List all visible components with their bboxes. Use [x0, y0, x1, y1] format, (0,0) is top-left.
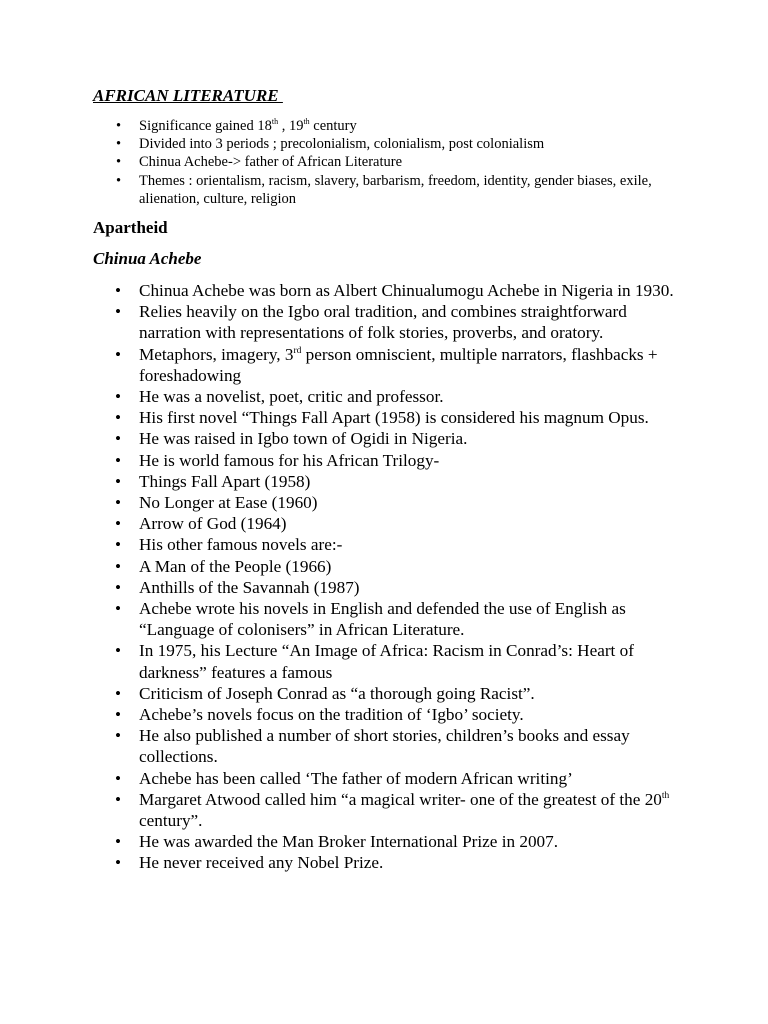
- section-heading-apartheid: Apartheid: [93, 218, 168, 237]
- list-item: [139, 172, 699, 208]
- list-item: [139, 556, 684, 577]
- list-item: [139, 640, 684, 682]
- list-item: [139, 386, 684, 407]
- list-item-text: Things Fall Apart (1958): [139, 471, 311, 491]
- list-item-text: No Longer at Ease (1960): [139, 493, 318, 513]
- list-item-text: Achebe has been called ‘The father of modern African writing’: [139, 768, 573, 788]
- list-item-text: Metaphors, imagery, 3: [139, 344, 294, 364]
- list-item: [139, 135, 699, 153]
- list-item-text: He was a novelist, poet, critic and professor.: [139, 387, 444, 407]
- list-item-text: Achebe’s novels focus on the tradition of ‘Igbo’ society.: [139, 705, 524, 725]
- document-title: AFRICAN LITERATURE: [93, 86, 283, 105]
- list-item: [139, 513, 684, 534]
- list-item-text: Divided into 3 periods ; precolonialism, colonialism, post colonialism: [139, 136, 545, 153]
- list-item-text: His first novel “Things Fall Apart (1958) is considered his magnum Opus.: [139, 408, 649, 428]
- list-item-text: He was raised in Igbo town of Ogidi in Nigeria.: [139, 429, 468, 449]
- list-item: [139, 725, 684, 767]
- list-item: [139, 768, 684, 789]
- list-item-text: Chinua Achebe was born as Albert Chinualumogu Achebe in Nigeria in 1930.: [139, 281, 674, 300]
- list-item-text: A Man of the People (1966): [139, 556, 332, 576]
- list-item: [139, 852, 684, 873]
- list-item: [139, 471, 684, 492]
- list-item: [139, 683, 684, 704]
- list-item-text: In 1975, his Lecture “An Image of Africa: Racism in Conrad’s: Heart of darkness” features a famous: [139, 641, 634, 682]
- list-item: [139, 598, 684, 640]
- list-item-text: century: [309, 118, 357, 134]
- list-item: [139, 280, 684, 301]
- superscript: th: [661, 790, 670, 801]
- list-item-text: He was awarded the Man Broker International Prize in 2007.: [139, 832, 559, 852]
- list-item: [139, 153, 699, 171]
- list-item: [139, 407, 684, 428]
- list-item-text: He never received any Nobel Prize.: [139, 853, 384, 873]
- list-item: [139, 831, 684, 852]
- list-item-text: Achebe wrote his novels in English and defended the use of English as “Language of colonisers” in African Literature.: [139, 599, 626, 640]
- list-item-text: Themes : orientalism, racism, slavery, barbarism, freedom, identity, gender biases, exile, alienation, culture, religion: [139, 172, 652, 207]
- list-item: [139, 704, 684, 725]
- list-item: [139, 577, 684, 598]
- list-item: [139, 344, 684, 386]
- superscript: rd: [293, 345, 302, 356]
- list-item-text: He also published a number of short stories, children’s books and essay collections.: [139, 726, 630, 767]
- list-item-text: Criticism of Joseph Conrad as “a thorough going Racist”.: [139, 683, 535, 703]
- list-item: [139, 117, 699, 135]
- list-item-text: , 19: [278, 118, 304, 134]
- intro-bullet-list: [139, 117, 699, 208]
- section-heading-chinua-achebe: Chinua Achebe: [93, 249, 202, 268]
- list-item-text: Margaret Atwood called him “a magical writer- one of the greatest of the 20: [139, 789, 662, 809]
- list-item-text: person omniscient, multiple narrators, flashbacks + foreshadowing: [139, 344, 658, 385]
- list-item-text: His other famous novels are:-: [139, 535, 343, 555]
- list-item-text: Relies heavily on the Igbo oral tradition, and combines straightforward narration with representations of folk stories, proverbs, and oratory.: [139, 302, 627, 343]
- list-item-text: century”.: [139, 811, 203, 831]
- list-item: [139, 492, 684, 513]
- list-item: [139, 534, 684, 555]
- list-item-text: Anthills of the Savannah (1987): [139, 577, 360, 597]
- list-item: [139, 450, 684, 471]
- list-item-text: He is world famous for his African Trilogy-: [139, 450, 440, 470]
- list-item: [139, 789, 684, 831]
- superscript: th: [271, 117, 279, 127]
- list-item: [139, 301, 684, 343]
- superscript: th: [303, 117, 310, 127]
- list-item: [139, 428, 684, 449]
- list-item-text: Significance gained 18: [139, 118, 272, 134]
- achebe-bullet-list: [139, 280, 684, 874]
- list-item-text: Chinua Achebe-> father of African Literature: [139, 154, 403, 171]
- list-item-text: Arrow of God (1964): [139, 514, 287, 534]
